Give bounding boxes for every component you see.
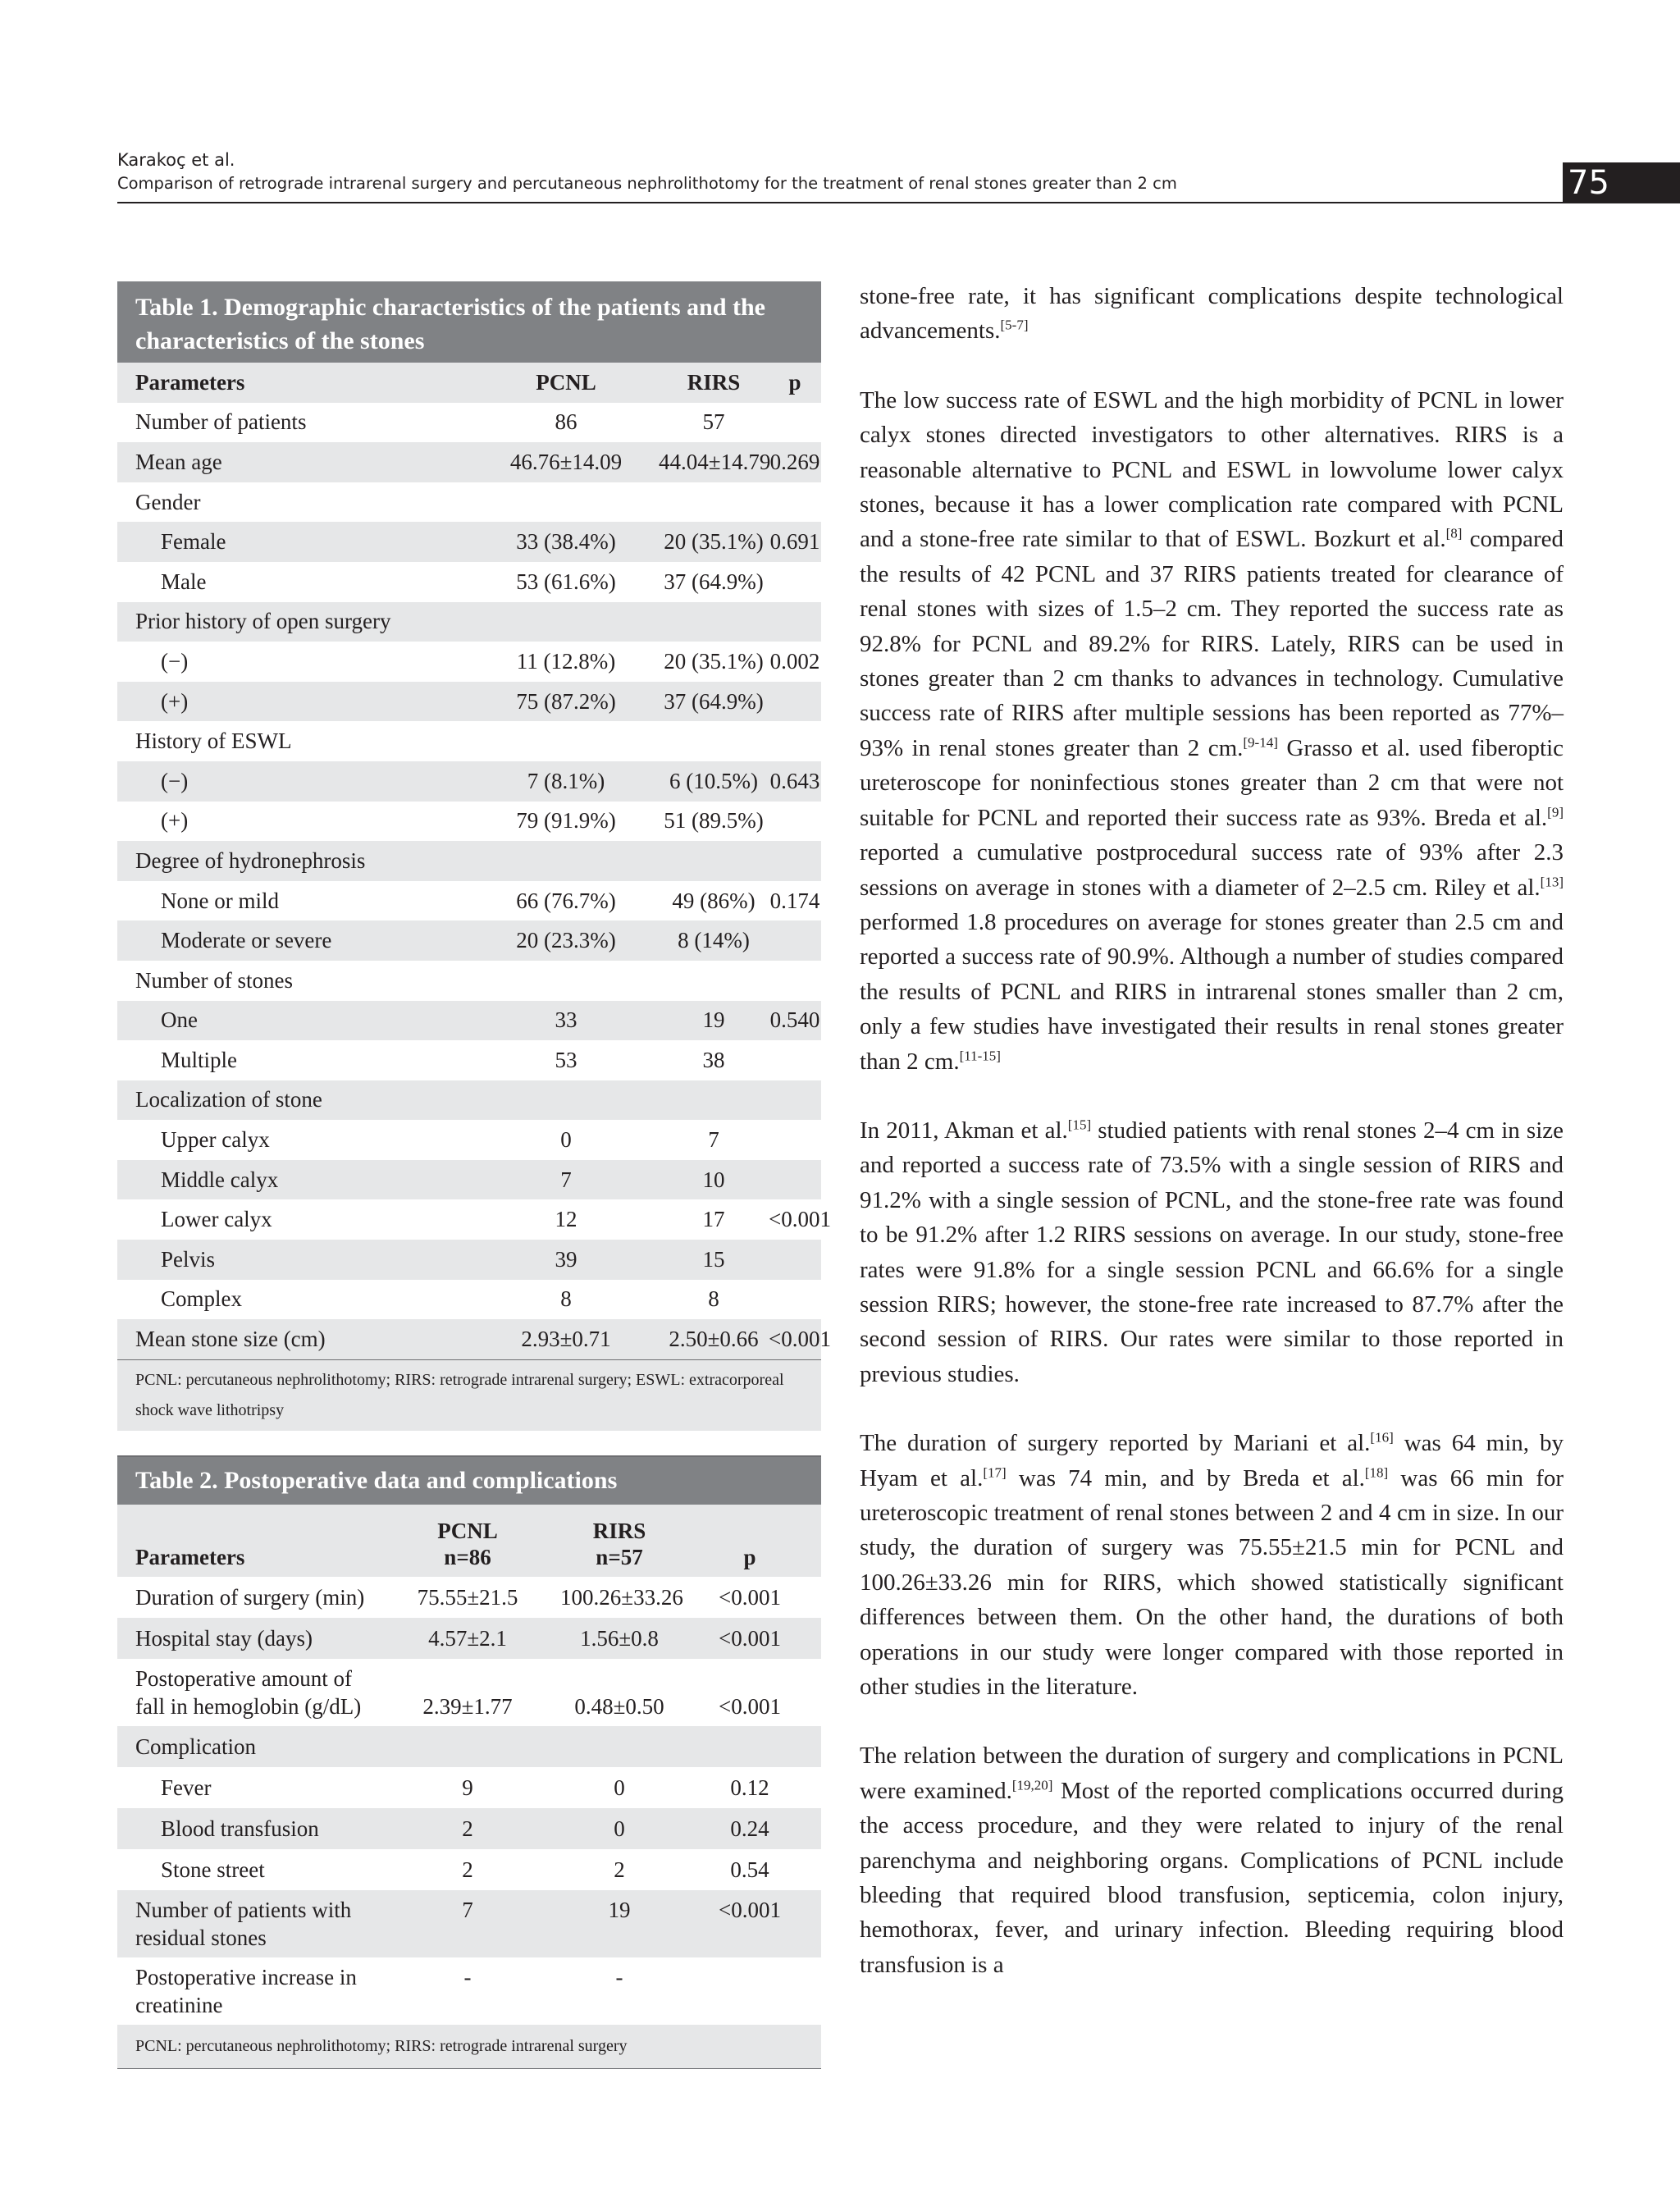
table-cell-p: 0.54 [730, 1857, 769, 1882]
body-text-run: stone-free rate, it has significant complications despite technological advancements. [860, 283, 1564, 345]
body-paragraph [860, 1738, 1564, 1982]
table-row [117, 482, 821, 523]
table-cell-pcnl: 9 [462, 1775, 473, 1800]
table-cell-parameter: Multiple [161, 1047, 237, 1072]
table-1-footnote: PCNL: percutaneous nephrolithotomy; RIRS: retrograde intrarenal surgery; ESWL: extracorporeal shock wave lithotripsy [117, 1360, 821, 1431]
body-text-run: Most of the reported complications occurred during the access procedure, and they were related to injury of the renal parenchyma and neighboring organs. Complications of PCNL include bleeding that required blood transfusion, septicemia, colon injury, hemothorax, fever, and urinary infection. Bleeding requiring blood transfusion is a [860, 1777, 1564, 1978]
table-cell-rirs: 20 (35.1%) [664, 529, 764, 555]
table-row [117, 1319, 831, 1359]
table-row [117, 522, 821, 562]
table-cell-pcnl: 33 [555, 1007, 578, 1033]
table-row [117, 442, 821, 482]
table-2-header-pcnl [375, 1518, 560, 1570]
table-2-title: Table 2. Postoperative data and complications [117, 1457, 821, 1505]
table-row [117, 1659, 821, 1726]
table-row [117, 1080, 821, 1121]
citation-reference: [5-7] [1000, 317, 1029, 333]
table-cell-pcnl: 75.55±21.5 [417, 1584, 518, 1610]
table-row [117, 1577, 821, 1618]
table-cell-rirs: 2.50±0.66 [669, 1327, 759, 1352]
table-cell-pcnl: 4.57±2.1 [428, 1625, 507, 1651]
body-text-column [860, 279, 1564, 1982]
header-rule [117, 202, 1563, 203]
table-cell-parameter: None or mild [161, 888, 279, 913]
table-cell-parameter: Female [161, 529, 226, 555]
table-cell-parameter: Complication [135, 1733, 256, 1759]
table-row [117, 642, 821, 682]
table-1-header-rirs: RIRS [687, 369, 741, 395]
citation-reference: [9-14] [1243, 734, 1278, 751]
table-cell-rirs: 19 [702, 1007, 725, 1033]
table-cell-parameter: Postoperative increase in creatinine [135, 1964, 357, 2017]
table-cell-pcnl: 20 (23.3%) [516, 928, 616, 953]
table-row [117, 721, 821, 761]
table-cell-pcnl: 79 (91.9%) [516, 808, 616, 834]
citation-reference: [16] [1370, 1429, 1394, 1446]
table-cell-p: 0.24 [730, 1816, 769, 1841]
table-cell-rirs: 8 (14%) [678, 928, 750, 953]
table-row [117, 1726, 821, 1767]
citation-reference: [19,20] [1011, 1777, 1053, 1793]
table-cell-p: 0.12 [730, 1775, 769, 1800]
table-row [117, 1767, 821, 1808]
table-cell-rirs: 15 [702, 1246, 725, 1272]
table-row [117, 1120, 821, 1160]
table-cell-rirs: 1.56±0.8 [580, 1625, 659, 1651]
table-cell-parameter: One [161, 1007, 198, 1033]
body-paragraph [860, 1113, 1564, 1391]
table-cell-parameter: Mean age [135, 449, 222, 474]
table-2-header-rirs-line2: n=57 [596, 1544, 643, 1569]
table-row [117, 1040, 821, 1080]
table-cell-pcnl: 39 [555, 1246, 578, 1272]
body-text-run: In 2011, Akman et al. [860, 1117, 1068, 1144]
running-header-authors: Karakoç et al. [117, 150, 235, 170]
table-cell-parameter: Number of stones [135, 967, 293, 993]
table-cell-pcnl: 2 [462, 1857, 473, 1882]
table-row [117, 1957, 821, 2025]
table-cell-parameter: Middle calyx [161, 1167, 279, 1192]
running-header-title: Comparison of retrograde intrarenal surgery and percutaneous nephrolithotomy for the treatment of renal stones greater than 2 cm [117, 174, 1177, 193]
body-text-run: The relation between the duration of surgery and complications in PCNL were examined. [860, 1743, 1564, 1804]
table-row [117, 961, 821, 1001]
table-cell-p: <0.001 [719, 1625, 781, 1651]
table-cell-rirs: - [615, 1964, 623, 1989]
table-1-header-row [117, 363, 821, 403]
table-cell-rirs: 0.48±0.50 [574, 1693, 664, 1719]
table-cell-parameter: Duration of surgery (min) [135, 1584, 365, 1610]
table-cell-parameter: (+) [161, 808, 189, 834]
table-cell-rirs: 2 [614, 1857, 625, 1882]
table-cell-parameter: Male [161, 569, 207, 594]
table-2-header-p: p [743, 1544, 756, 1569]
body-paragraph [860, 279, 1564, 349]
table-cell-parameter: (−) [161, 648, 189, 674]
table-cell-pcnl: 86 [555, 409, 578, 435]
citation-reference: [15] [1067, 1117, 1092, 1133]
table-row [117, 682, 821, 722]
table-2-header-pcnl-line2: n=86 [444, 1544, 491, 1569]
body-text-run: compared the results of 42 PCNL and 37 RIRS patients treated for clearance of renal stones with sizes of 1.5–2 cm. They reported the success rate as 92.8% for PCNL and 89.2% for RIRS. Lately, RIRS can be used in stones greater than 2 cm thanks to advances in technology. Cumulative success rate of RIRS after multiple sessions has been reported as 77%–93% in renal stones greater than 2 cm. [860, 526, 1564, 761]
body-text-run: studied patients with renal stones 2–4 cm in size and reported a success rate of 73.5% with a single session of RIRS and 91.2% with a single session of PCNL, and the stone-free rate was found to be 91.2% after 1.2 RIRS sessions on average. In our study, stone-free rates were 91.8% for a single session PCNL and 66.6% for a single session RIRS; however, the stone-free rate increased to 87.7% after the second session of RIRS. Our rates were similar to those reported in previous studies. [860, 1117, 1564, 1387]
table-cell-pcnl: - [463, 1964, 472, 1989]
table-cell-pcnl: 2.93±0.71 [521, 1327, 611, 1352]
table-cell-parameter: Number of patients with residual stones [135, 1897, 352, 1950]
body-text-run: Grasso et al. used fiberoptic ureteroscope for noninfectious stones greater than 2 cm that were not suitable for PCNL and reported their success rate as 93%. Breda et al. [860, 734, 1564, 831]
table-cell-p: 0.002 [769, 648, 820, 674]
table-cell-parameter: Prior history of open surgery [135, 609, 391, 634]
table-cell-rirs: 17 [702, 1207, 725, 1232]
body-text-run: The duration of surgery reported by Mariani et al. [860, 1430, 1371, 1457]
table-row [117, 761, 821, 802]
table-cell-parameter: Number of patients [135, 409, 307, 435]
table-cell-rirs: 44.04±14.79 [659, 449, 771, 474]
table-row [117, 1160, 821, 1200]
table-cell-p: <0.001 [719, 1693, 781, 1719]
citation-reference: [9] [1547, 804, 1564, 820]
table-row [117, 1240, 821, 1280]
table-cell-parameter: (−) [161, 768, 189, 793]
table-1-header-p: p [788, 369, 801, 395]
table-cell-pcnl: 75 (87.2%) [516, 688, 616, 714]
table-cell-pcnl: 11 (12.8%) [516, 648, 616, 674]
body-text-run: was 66 min for ureteroscopic treatment of renal stones between 2 and 4 cm in size. In our study, the duration of surgery was 75.55±21.5 min for PCNL and 100.26±33.26 min for RIRS, which showed statistically significant differences between them. On the other hand, the durations of both operations in our study were longer compared with those reported in other studies in the literature. [860, 1464, 1564, 1701]
table-row [117, 562, 821, 602]
citation-reference: [11-15] [959, 1047, 1001, 1063]
table-cell-rirs: 57 [702, 409, 725, 435]
table-2-header-parameters: Parameters [135, 1544, 245, 1569]
body-text-run: performed 1.8 procedures on average for stones greater than 2.5 cm and reported a success rate of 90.9%. Although a number of studies compared the results of PCNL and RIRS in intrarenal stones smaller than 2 cm, only a few studies have investigated their results in renal stones greater than 2 cm. [860, 908, 1564, 1075]
table-cell-p: <0.001 [719, 1897, 781, 1922]
table-row [117, 881, 821, 921]
body-paragraph [860, 383, 1564, 1079]
table-cell-parameter: Hospital stay (days) [135, 1625, 313, 1651]
table-cell-pcnl: 12 [555, 1207, 578, 1232]
table-cell-p: <0.001 [769, 1207, 831, 1232]
table-cell-parameter: Fever [161, 1775, 212, 1800]
table-cell-pcnl: 2.39±1.77 [422, 1693, 513, 1719]
table-row [117, 920, 821, 961]
table-cell-pcnl: 33 (38.4%) [516, 529, 616, 555]
table-cell-pcnl: 46.76±14.09 [509, 449, 623, 474]
table-1-body [117, 403, 831, 1359]
table-2-footnote: PCNL: percutaneous nephrolithotomy; RIRS: retrograde intrarenal surgery [117, 2025, 821, 2068]
table-2-header-row [117, 1505, 821, 1577]
table-1-header-pcnl: PCNL [536, 369, 596, 395]
table-cell-pcnl: 0 [560, 1127, 572, 1153]
table-cell-p: 0.269 [769, 449, 820, 474]
table-cell-parameter: Postoperative amount of fall in hemoglobin (g/dL) [135, 1665, 362, 1719]
table-cell-parameter: Stone street [161, 1857, 265, 1882]
table-cell-p: 0.174 [769, 888, 820, 913]
table-cell-p: 0.691 [769, 529, 820, 555]
table-cell-p: 0.540 [769, 1007, 820, 1033]
table-row [117, 802, 821, 842]
table-cell-parameter: Complex [161, 1286, 242, 1312]
table-cell-parameter: Mean stone size (cm) [135, 1327, 326, 1352]
table-cell-rirs: 7 [708, 1127, 719, 1153]
table-row [117, 1808, 821, 1849]
table-row [117, 1001, 821, 1041]
page-number: 75 [1563, 162, 1680, 203]
table-cell-rirs: 0 [614, 1816, 625, 1841]
table-cell-rirs: 8 [708, 1286, 719, 1312]
citation-reference: [13] [1540, 873, 1564, 889]
citation-reference: [18] [1364, 1464, 1389, 1480]
table-cell-rirs: 51 (89.5%) [664, 808, 764, 834]
citation-reference: [17] [983, 1464, 1007, 1480]
table-cell-parameter: Gender [135, 489, 201, 514]
table-cell-parameter: (+) [161, 688, 189, 714]
table-cell-parameter: Degree of hydronephrosis [135, 847, 366, 873]
table-cell-pcnl: 2 [462, 1816, 473, 1841]
table-cell-pcnl: 53 [555, 1047, 578, 1072]
table-cell-rirs: 20 (35.1%) [664, 648, 764, 674]
table-cell-rirs: 37 (64.9%) [664, 688, 764, 714]
table-cell-parameter: Localization of stone [135, 1087, 322, 1112]
table-cell-parameter: Moderate or severe [161, 928, 332, 953]
table-row [117, 602, 821, 642]
table-cell-rirs: 100.26±33.26 [560, 1584, 683, 1610]
table-cell-pcnl: 7 [462, 1897, 473, 1922]
table-cell-parameter: Upper calyx [161, 1127, 270, 1153]
body-text-run: was 64 min, by Hyam et al. [860, 1430, 1564, 1491]
table-row [117, 403, 821, 443]
table-cell-rirs: 38 [702, 1047, 725, 1072]
table-row [117, 1280, 821, 1320]
table-1-title: Table 1. Demographic characteristics of the patients and the characteristics of the stones [117, 281, 821, 363]
table-1 [117, 281, 831, 1431]
table-2-header-rirs [560, 1518, 678, 1570]
table-cell-pcnl: 7 (8.1%) [527, 768, 605, 793]
table-cell-p: <0.001 [719, 1584, 781, 1610]
table-cell-pcnl: 66 (76.7%) [516, 888, 616, 913]
table-2-header-rirs-line1: RIRS [592, 1518, 646, 1543]
citation-reference: [8] [1445, 525, 1463, 541]
body-text-run: was 74 min, and by Breda et al. [1006, 1464, 1365, 1491]
table-cell-rirs: 19 [608, 1897, 631, 1922]
table-cell-p: 0.643 [769, 768, 820, 793]
table-row [117, 1199, 831, 1240]
table-row [117, 1890, 821, 1957]
table-1-header-parameters: Parameters [135, 369, 245, 395]
table-row [117, 1618, 821, 1659]
table-cell-pcnl: 53 (61.6%) [516, 569, 616, 594]
table-2-bottom-rule [117, 2068, 821, 2070]
table-cell-parameter: Pelvis [161, 1246, 216, 1272]
table-cell-parameter: Blood transfusion [161, 1816, 319, 1841]
table-cell-rirs: 37 (64.9%) [664, 569, 764, 594]
table-cell-rirs: 10 [702, 1167, 725, 1192]
table-2 [117, 1455, 821, 2069]
table-row [117, 841, 821, 881]
table-cell-rirs: 6 (10.5%) [669, 768, 758, 793]
table-2-header-pcnl-line1: PCNL [437, 1518, 498, 1543]
table-cell-parameter: Lower calyx [161, 1207, 272, 1232]
table-cell-rirs: 49 (86%) [672, 888, 756, 913]
body-paragraph [860, 1426, 1564, 1704]
table-2-body [117, 1577, 821, 2025]
table-cell-pcnl: 8 [560, 1286, 572, 1312]
body-text-run: reported a cumulative postprocedural success rate of 93% after 2.3 sessions on average in stones with a diameter of 2–2.5 cm. Riley et al. [860, 839, 1564, 901]
table-cell-p: <0.001 [769, 1327, 831, 1352]
table-row [117, 1849, 821, 1890]
table-cell-pcnl: 7 [560, 1167, 572, 1192]
body-text-run: The low success rate of ESWL and the high morbidity of PCNL in lower calyx stones directed investigators to other alternatives. RIRS is a reasonable alternative to PCNL and ESWL in lowvolume lower calyx stones, because it has a lower complication rate compared with PCNL and a stone-free rate similar to that of ESWL. Bozkurt et al. [860, 386, 1564, 553]
table-cell-rirs: 0 [614, 1775, 625, 1800]
table-cell-parameter: History of ESWL [135, 729, 292, 754]
